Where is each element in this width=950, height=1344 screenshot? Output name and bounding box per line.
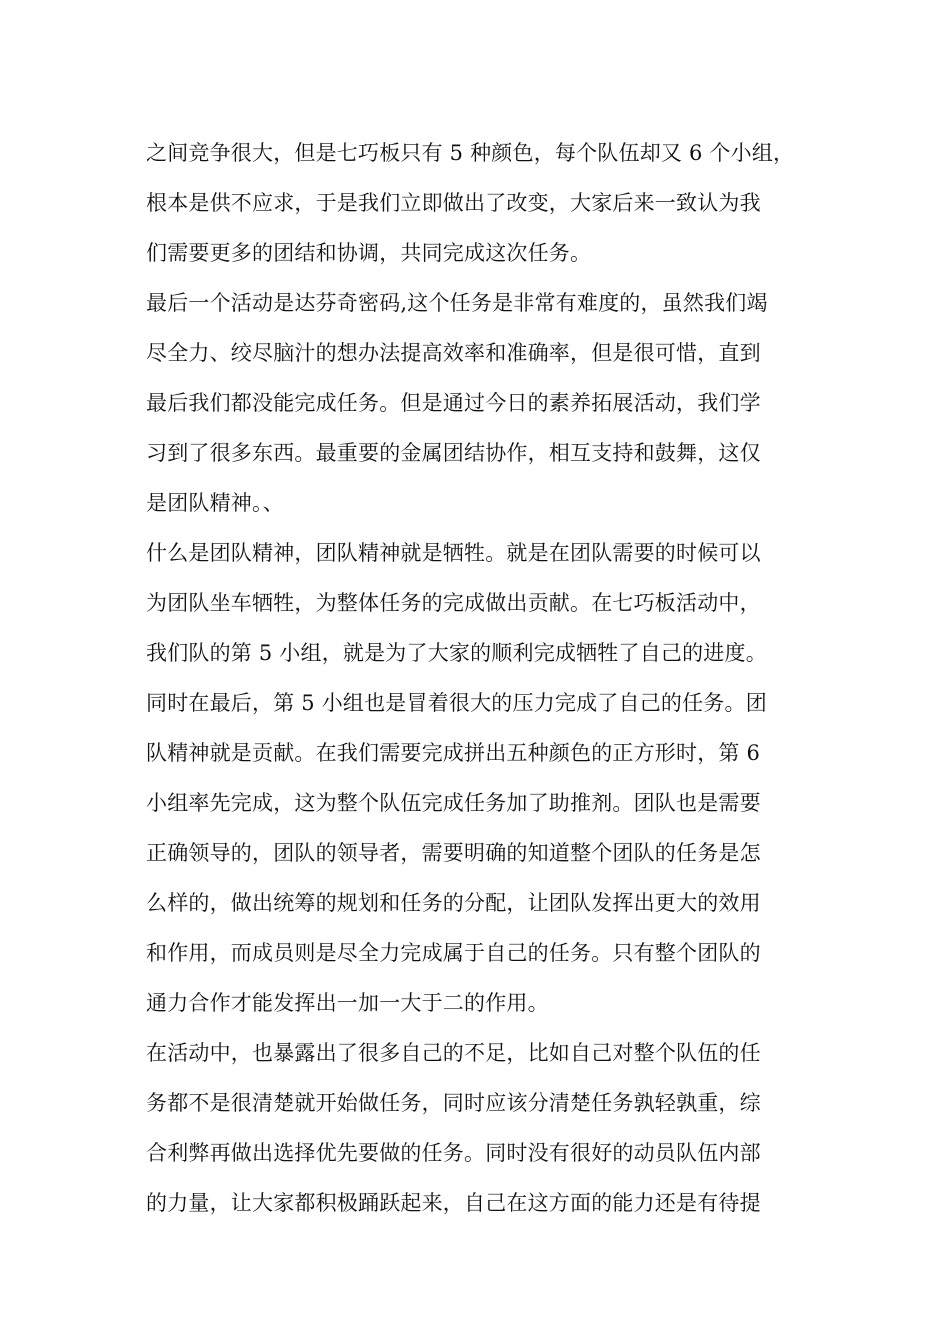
text-line: 和作用，而成员则是尽全力完成属于自己的任务。只有整个团队的 <box>146 941 761 965</box>
text-line: 的力量，让大家都积极踊跃起来，自己在这方面的能力还是有待提 <box>146 1191 761 1215</box>
text-line: 么样的，做出统筹的规划和任务的分配，让团队发挥出更大的效用 <box>146 891 761 915</box>
text-line: 根本是供不应求，于是我们立即做出了改变，大家后来一致认为我 <box>146 191 761 215</box>
text-line: 尽全力、绞尽脑汁的想办法提高效率和准确率，但是很可惜，直到 <box>146 341 761 365</box>
text-line: 们需要更多的团结和协调，共同完成这次任务。 <box>146 241 592 265</box>
text-line: 正确领导的，团队的领导者，需要明确的知道整个团队的任务是怎 <box>146 841 761 865</box>
text-line: 最后我们都没能完成任务。但是通过今日的素养拓展活动，我们学 <box>146 391 761 415</box>
text-line: 之间竞争很大，但是七巧板只有 5 种颜色，每个队伍却又 6 个小组， <box>146 141 795 165</box>
text-line: 在活动中，也暴露出了很多自己的不足，比如自己对整个队伍的任 <box>146 1041 761 1065</box>
text-line: 什么是团队精神，团队精神就是牺牲。就是在团队需要的时候可以 <box>146 541 761 565</box>
body-text <box>146 128 836 1228</box>
text-line: 同时在最后，第 5 小组也是冒着很大的压力完成了自己的任务。团 <box>146 691 767 715</box>
text-line: 通力合作才能发挥出一加一大于二的作用。 <box>146 991 549 1015</box>
text-line: 小组率先完成，这为整个队伍完成任务加了助推剂。团队也是需要 <box>146 791 761 815</box>
text-line: 最后一个活动是达芬奇密码,这个任务是非常有难度的，虽然我们竭 <box>146 291 768 315</box>
text-line: 是团队精神。、 <box>146 491 284 515</box>
text-line: 队精神就是贡献。在我们需要完成拼出五种颜色的正方形时，第 6 <box>146 741 761 765</box>
text-line: 合利弊再做出选择优先要做的任务。同时没有很好的动员队伍内部 <box>146 1141 761 1165</box>
text-line: 务都不是很清楚就开始做任务，同时应该分清楚任务孰轻孰重，综 <box>146 1091 761 1115</box>
text-line: 习到了很多东西。最重要的金属团结协作，相互支持和鼓舞，这仅 <box>146 441 761 465</box>
text-line: 我们队的第 5 小组，就是为了大家的顺利完成牺牲了自己的进度。 <box>146 641 767 665</box>
text-line: 为团队坐车牺牲，为整体任务的完成做出贡献。在七巧板活动中， <box>146 591 761 615</box>
